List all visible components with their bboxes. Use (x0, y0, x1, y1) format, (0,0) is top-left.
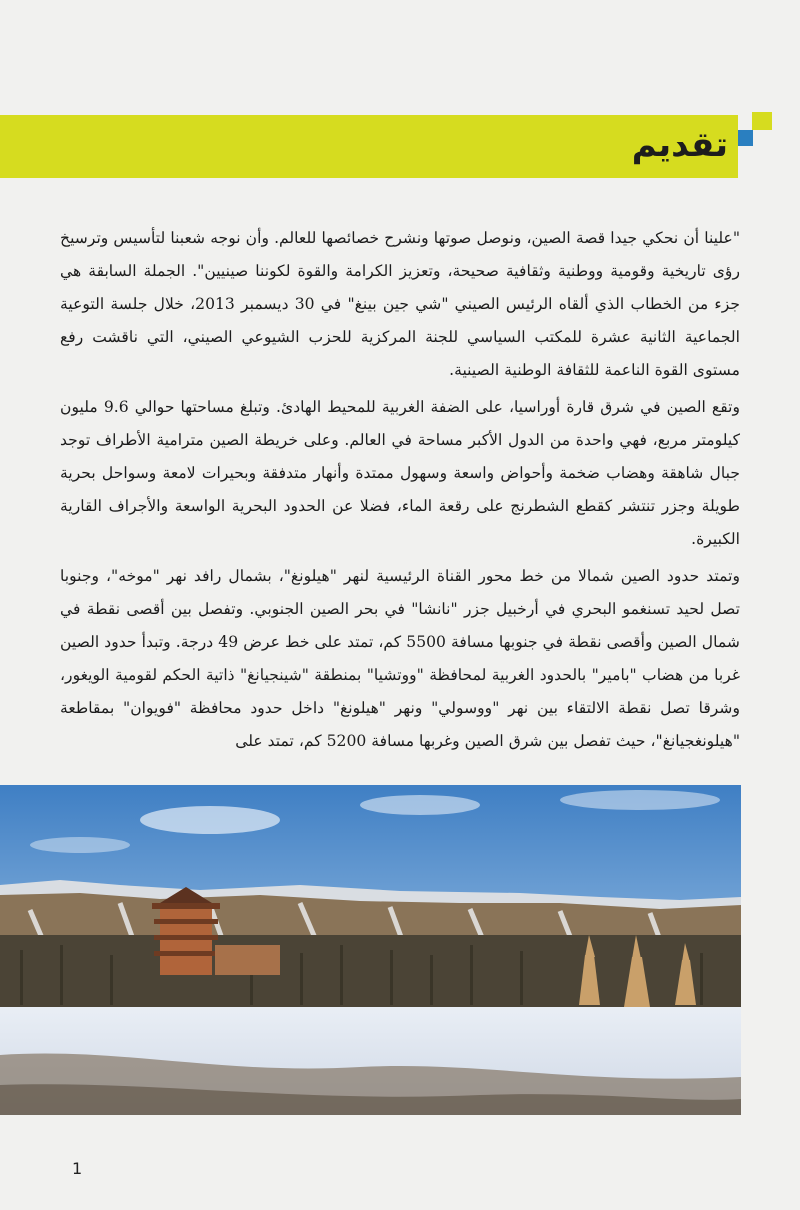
heading-banner (0, 115, 738, 178)
page-number: 1 (72, 1159, 83, 1178)
photo-illustration (0, 785, 741, 1115)
banner-accent-yellow (752, 112, 772, 130)
paragraph: وتمتد حدود الصين شمالا من خط محور القناة الرئيسية لنهر "هيلونغ"، بشمال رافد نهر "موخه"، وجنوبا تصل لحيد تسنغمو البحري في أرخبيل جزر "نانشا" في بحر الصين الجنوبي. وتفصل بين أقصى نقطة في شمال الصين وأقصى نقطة في جنوبها مسافة 5500 كم، تمتد على خط عرض 49 درجة. وتبدأ حدود الصين غربا من هضاب "بامير" بالحدود الغربية لمحافظة "ووتشيا" بمنطقة "شينجيانغ" ذاتية الحكم لقومية الويغور، وشرقا تصل نقطة الالتقاء بين نهر "ووسولي" ونهر "هيلونغ" داخل حدود محافظة "فويوان" بمقاطعة "هيلونغجيانغ"، حيث تفصل بين شرق الصين وغربها مسافة 5200 كم، تمتد على (60, 567, 740, 750)
body-text (60, 222, 740, 758)
paragraph: "علينا أن نحكي جيدا قصة الصين، ونوصل صوتها ونشرح خصائصها للعالم. وأن نوجه شعبنا لتأسيس وترسيخ رؤى تاريخية وقومية ووطنية وثقافية صحيحة، وتعزيز الكرامة والقوة لكوننا صينيين". الجملة السابقة هي جزء من الخطاب الذي ألقاه الرئيس الصيني "شي جين بينغ" في 30 ديسمبر 2013، خلال جلسة التوعية الجماعية الثانية عشرة للمكتب السياسي للجنة المركزية للحزب الشيوعي الصيني، التي ناقشت رفع مستوى القوة الناعمة للثقافة الوطنية الصينية. (60, 229, 740, 379)
paragraph: وتقع الصين في شرق قارة أوراسيا، على الضفة الغربية للمحيط الهادئ. وتبلغ مساحتها حوالي 9.6 مليون كيلومتر مربع، فهي واحدة من الدول الأكبر مساحة في العالم. وعلى خريطة الصين مترامية الأطراف توجد جبال شاهقة وهضاب ضخمة وأحواض واسعة وسهول ممتدة وأنهار متدفقة وبحيرات لامعة وسواحل بحرية طويلة وجزر تنتشر كقطع الشطرنج على رقعة الماء، فضلا عن الحدود البحرية الواسعة والأجراف القارية الكبيرة. (60, 398, 740, 548)
page-heading: تقديم (631, 125, 728, 165)
banner-accent-blue (738, 130, 753, 146)
landscape-photo (0, 785, 741, 1115)
